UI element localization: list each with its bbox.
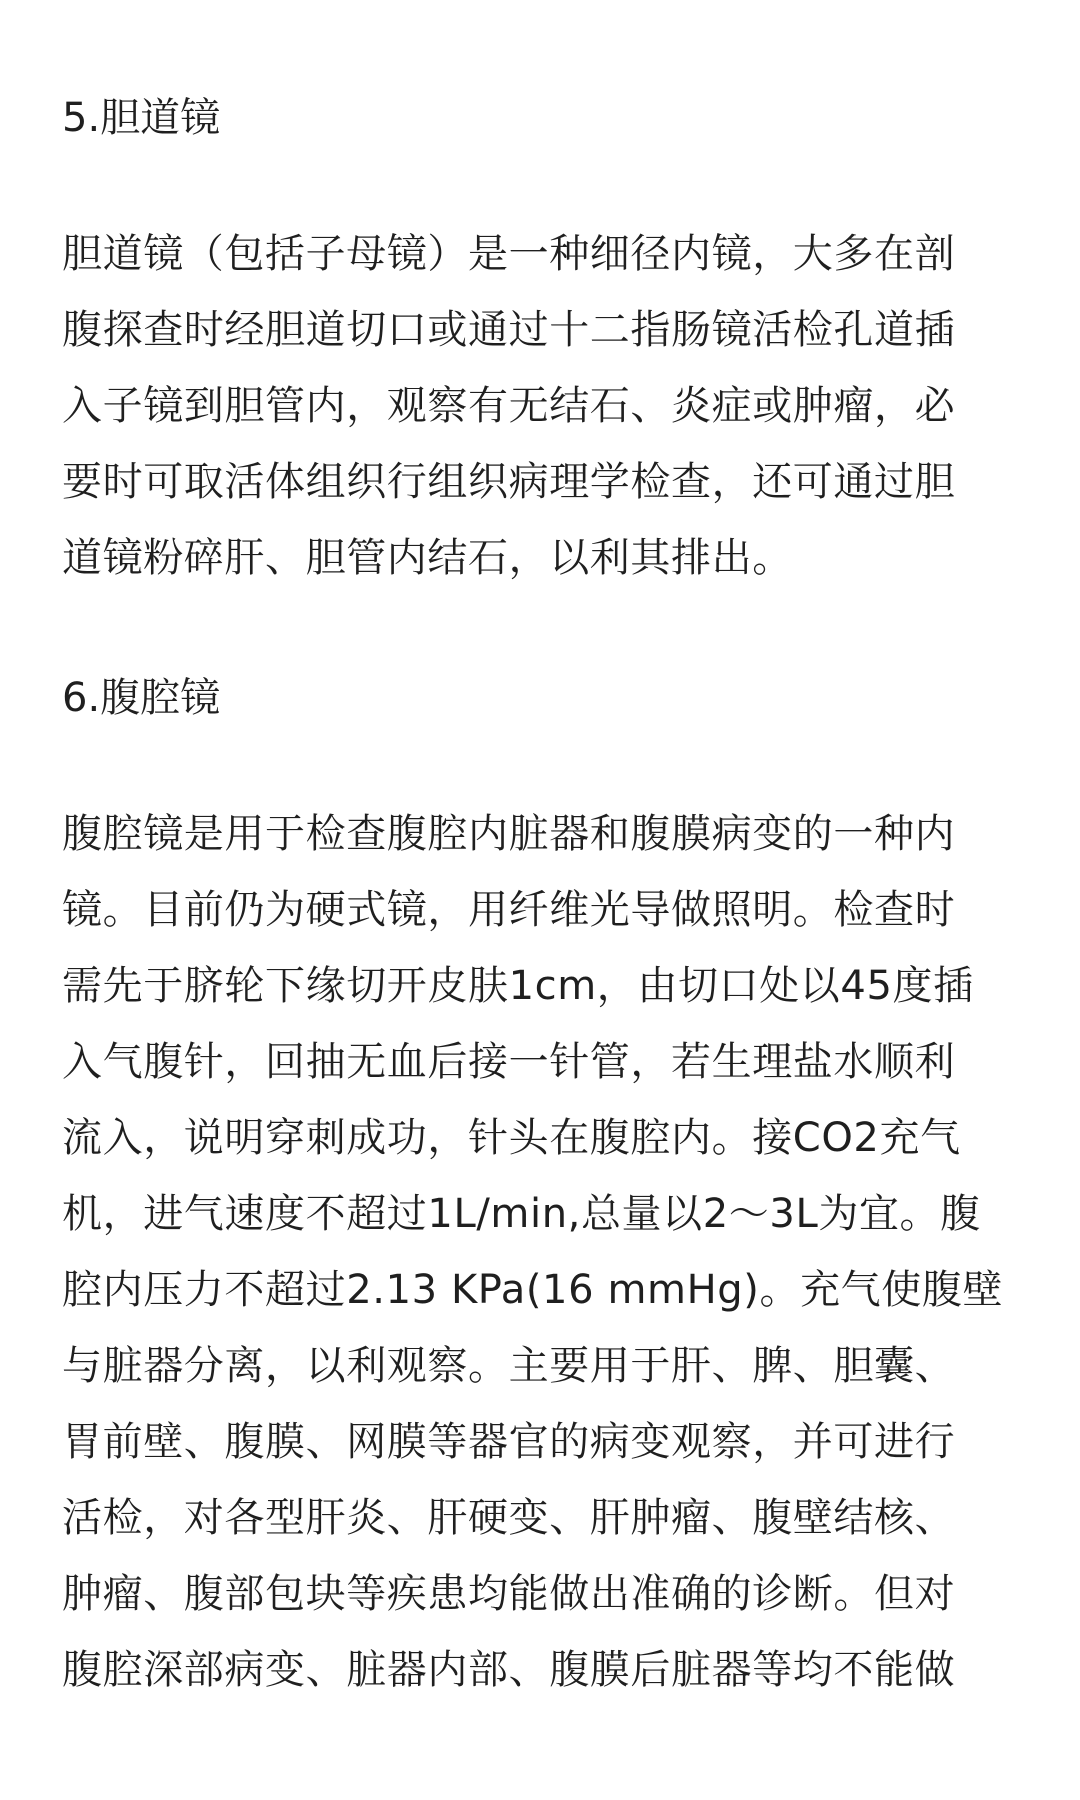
paragraph-line: 机，进气速度不超过1L/min,总量以2～3L为宜。腹 bbox=[62, 1191, 981, 1237]
paragraph-line: 胃前壁、腹膜、网膜等器官的病变观察，并可进行 bbox=[62, 1419, 956, 1465]
section-heading-biliary-endoscope: 5.胆道镜 bbox=[62, 95, 221, 141]
paragraph-line: 胆道镜（包括子母镜）是一种细径内镜，大多在剖 bbox=[62, 231, 956, 277]
paragraph-line: 入气腹针，回抽无血后接一针管，若生理盐水顺利 bbox=[62, 1039, 956, 1085]
paragraph-line: 腹腔镜是用于检查腹腔内脏器和腹膜病变的一种内 bbox=[62, 811, 956, 857]
paragraph-line: 道镜粉碎肝、胆管内结石，以利其排出。 bbox=[62, 535, 793, 581]
spacer bbox=[62, 596, 1022, 658]
paragraph-line: 腹探查时经胆道切口或通过十二指肠镜活检孔道插 bbox=[62, 307, 956, 353]
section-paragraph-laparoscope bbox=[62, 796, 1022, 1708]
section-paragraph-biliary-endoscope bbox=[62, 216, 1022, 596]
paragraph-line: 流入，说明穿刺成功，针头在腹腔内。接CO2充气 bbox=[62, 1115, 961, 1161]
paragraph-line: 镜。目前仍为硬式镜，用纤维光导做照明。检查时 bbox=[62, 887, 956, 933]
paragraph-line: 腹腔深部病变、脏器内部、腹膜后脏器等均不能做 bbox=[62, 1647, 956, 1693]
paragraph-line: 腔内压力不超过2.13 KPa(16 mmHg)。充气使腹壁 bbox=[62, 1267, 1004, 1313]
paragraph-line: 要时可取活体组织行组织病理学检查，还可通过胆 bbox=[62, 459, 956, 505]
section-heading-laparoscope: 6.腹腔镜 bbox=[62, 675, 221, 721]
paragraph-line: 肿瘤、腹部包块等疾患均能做出准确的诊断。但对 bbox=[62, 1571, 956, 1617]
article-body bbox=[62, 78, 1022, 1708]
spacer bbox=[62, 158, 1022, 216]
paragraph-line: 需先于脐轮下缘切开皮肤1cm，由切口处以45度插 bbox=[62, 963, 974, 1009]
paragraph-line: 与脏器分离，以利观察。主要用于肝、脾、胆囊、 bbox=[62, 1343, 956, 1389]
paragraph-line: 入子镜到胆管内，观察有无结石、炎症或肿瘤，必 bbox=[62, 383, 956, 429]
spacer bbox=[62, 738, 1022, 796]
paragraph-line: 活检，对各型肝炎、肝硬变、肝肿瘤、腹壁结核、 bbox=[62, 1495, 956, 1541]
